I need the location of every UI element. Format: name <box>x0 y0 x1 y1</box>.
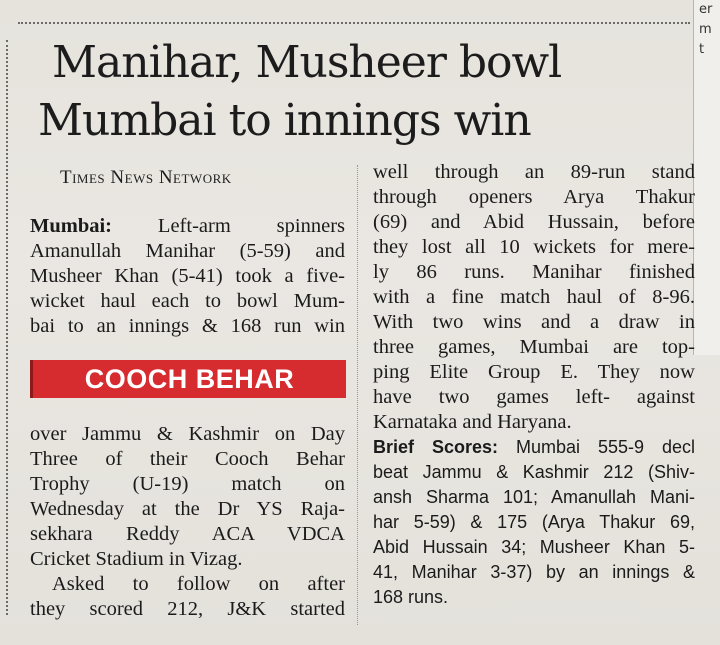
column-divider <box>357 165 358 625</box>
article-line: with a fine match haul of 8-96. <box>373 286 695 308</box>
dateline: Mumbai: <box>30 215 112 237</box>
left-paragraph-1 <box>30 214 345 339</box>
brief-line: 168 runs. <box>373 587 449 607</box>
article-line: (69) and Abid Hussain, before <box>373 211 695 233</box>
article-line: Three of their Cooch Behar <box>30 448 345 470</box>
article-line: ly 86 runs. Manihar finished <box>373 261 695 283</box>
banner-label: COOCH BEHAR <box>84 364 295 394</box>
article-line: Cricket Stadium in Vizag. <box>30 548 243 570</box>
article-line: through openers Arya Thakur <box>373 186 695 208</box>
article-line: Karnataka and Haryana. <box>373 411 572 433</box>
article-line: Wednesday at the Dr YS Raja- <box>30 498 345 520</box>
byline: Times News Network <box>60 167 232 188</box>
dotted-border-top <box>18 22 690 24</box>
brief-line: ansh Sharma 101; Amanullah Mani- <box>373 487 695 507</box>
article-line: three games, Mumbai are top- <box>373 336 695 358</box>
fragment-line-3: t <box>699 42 705 57</box>
article-line: they scored 212, J&K started <box>30 598 345 620</box>
headline <box>38 34 698 150</box>
fragment-line-2: m <box>699 22 712 37</box>
brief-scores-label: Brief Scores: <box>373 437 499 457</box>
article-line: Asked to follow on after <box>52 573 345 595</box>
fragment-line-1: er <box>699 2 713 17</box>
article-line: wicket haul each to bowl Mum- <box>30 290 345 312</box>
dotted-border-left <box>6 40 8 615</box>
brief-line: Abid Hussain 34; Musheer Khan 5- <box>373 537 695 557</box>
brief-line: beat Jammu & Kashmir 212 (Shiv- <box>373 462 695 482</box>
article-line: over Jammu & Kashmir on Day <box>30 423 345 445</box>
left-paragraph-2 <box>30 422 345 622</box>
article-line: Mumbai: Left-arm spinners <box>30 215 345 237</box>
right-column <box>373 160 695 610</box>
article-line: ping Elite Group E. They now <box>373 361 695 383</box>
article-line: have two games left- against <box>373 386 695 408</box>
headline-line-1: Manihar, Musheer bowl <box>52 37 562 88</box>
article-line: well through an 89-run stand <box>373 161 695 183</box>
article-line: Amanullah Manihar (5-59) and <box>30 240 345 262</box>
article-line: bai to an innings & 168 run win <box>30 315 345 337</box>
article-line: sekhara Reddy ACA VDCA <box>30 523 345 545</box>
brief-scores <box>373 435 695 610</box>
article-line: they lost all 10 wickets for mere- <box>373 236 695 258</box>
brief-line: har 5-59) & 175 (Arya Thakur 69, <box>373 512 695 532</box>
headline-line-2: Mumbai to innings win <box>38 95 531 146</box>
section-banner <box>30 360 346 398</box>
article-line: With two wins and a draw in <box>373 311 695 333</box>
brief-line: Brief Scores: Mumbai 555-9 decl <box>373 437 695 457</box>
article-line: Musheer Khan (5-41) took a five- <box>30 265 345 287</box>
article-line: Trophy (U-19) match on <box>30 473 345 495</box>
brief-line: 41, Manihar 3-37) by an innings & <box>373 562 695 582</box>
